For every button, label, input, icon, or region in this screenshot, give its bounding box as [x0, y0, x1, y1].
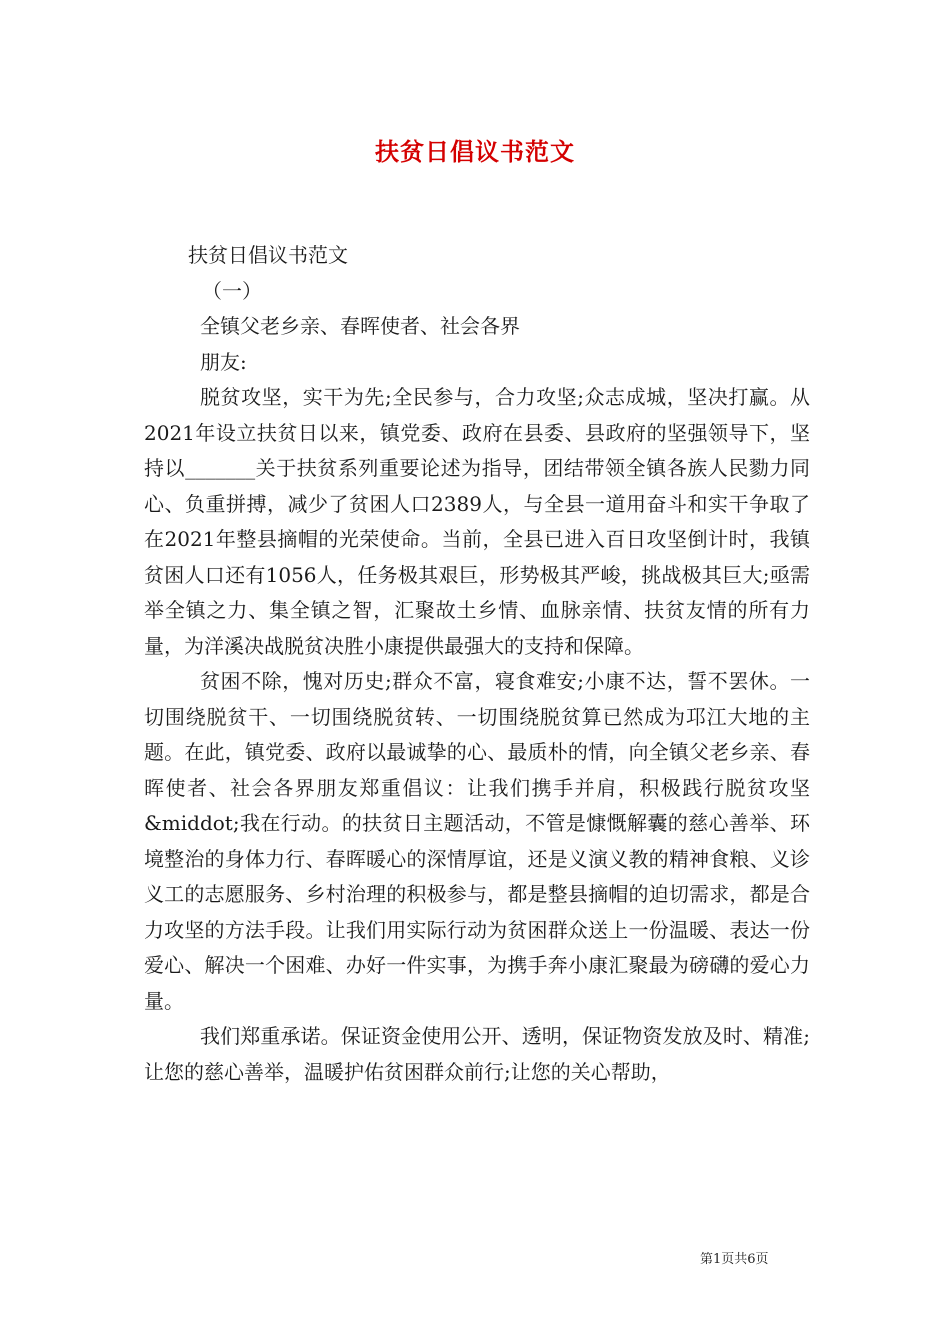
document-body	[144, 238, 810, 1090]
paragraph: 贫困不除，愧对历史;群众不富，寝食难安;小康不达，誓不罢休。一切围绕脱贫干、一切围绕脱贫转、一切围绕脱贫算已然成为邛江大地的主题。在此，镇党委、政府以最诚挚的心、最质朴的情，向全镇父老乡亲、春晖使者、社会各界朋友郑重倡议：让我们携手并肩，积极践行脱贫攻坚&middot;我在行动。的扶贫日主题活动，不管是慷慨解囊的慈心善举、环境整治的身体力行、春晖暖心的深情厚谊，还是义演义教的精神食粮、义诊义工的志愿服务、乡村治理的积极参与，都是整县摘帽的迫切需求，都是合力攻坚的方法手段。让我们用实际行动为贫困群众送上一份温暖、表达一份爱心、解决一个困难、办好一件实事，为携手奔小康汇聚最为磅礴的爱心力量。	[144, 669, 810, 1013]
salutation-line-1: 全镇父老乡亲、春晖使者、社会各界	[200, 314, 520, 338]
salutation-line-2: 朋友:	[200, 349, 247, 374]
document-title: 扶贫日倡议书范文	[375, 137, 575, 166]
paragraph: 我们郑重承诺。保证资金使用公开、透明，保证物资发放及时、精准;让您的慈心善举，温暖护佑贫困群众前行;让您的关心帮助，	[144, 1024, 810, 1084]
document-subtitle: 扶贫日倡议书范文	[188, 243, 348, 267]
page-number: 第1页共6页	[700, 1252, 769, 1267]
paragraph: 脱贫攻坚，实干为先;全民参与，合力攻坚;众志成城，坚决打赢。从2021年设立扶贫日以来，镇党委、政府在县委、县政府的坚强领导下，坚持以_______关于扶贫系列重要论述为指导，团结带领全镇各族人民勠力同心、负重拼搏，减少了贫困人口2389人，与全县一道用奋斗和实干争取了在2021年整县摘帽的光荣使命。当前，全县已进入百日攻坚倒计时，我镇贫困人口还有1056人，任务极其艰巨，形势极其严峻，挑战极其巨大;亟需举全镇之力、集全镇之智，汇聚故土乡情、血脉亲情、扶贫友情的所有力量，为洋溪决战脱贫决胜小康提供最强大的支持和保障。	[144, 385, 810, 658]
section-mark: （一）	[202, 278, 262, 303]
